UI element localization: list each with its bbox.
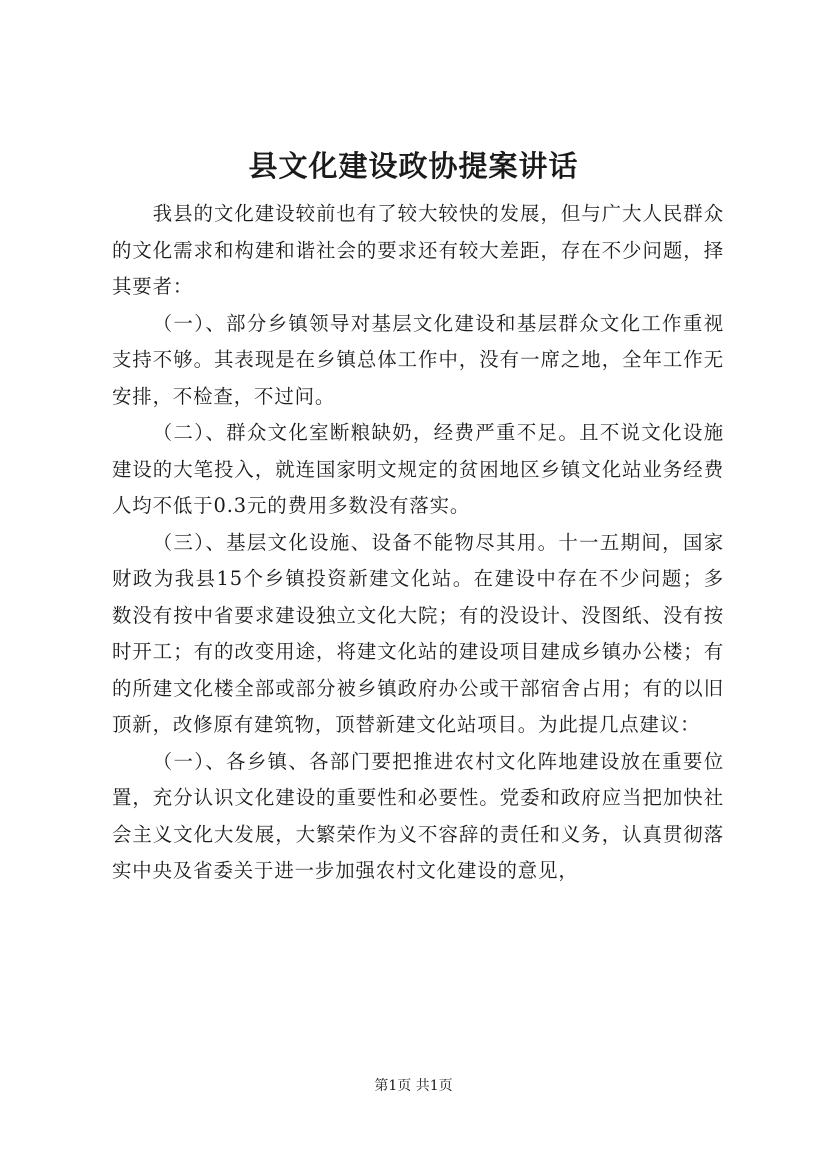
paragraph: 我县的文化建设较前也有了较大较快的发展，但与广大人民群众的文化需求和构建和谐社会的要求还有较大差距，存在不少问题，择其要者： <box>112 202 724 298</box>
paragraph: （三）、基层文化设施、设备不能物尽其用。十一五期间，国家财政为我县15个乡镇投资新建文化站。在建设中存在不少问题；多数没有按中省要求建设独立文化大院；有的没设计、没图纸、没有按时开工；有的改变用途，将建文化站的建设项目建成乡镇办公楼；有的所建文化楼全部或部分被乡镇政府办公或干部宿舍占用；有的以旧顶新，改修原有建筑物，顶替新建文化站项目。为此提几点建议： <box>112 530 724 736</box>
document-title: 县文化建设政协提案讲话 <box>248 149 579 183</box>
paragraph: （二）、群众文化室断粮缺奶，经费严重不足。且不说文化设施建设的大笔投入，就连国家明文规定的贫困地区乡镇文化站业务经费人均不低于0.3元的费用多数没有落实。 <box>112 421 724 517</box>
document-body <box>112 196 724 890</box>
paragraph: （一）、各乡镇、各部门要把推进农村文化阵地建设放在重要位置，充分认识文化建设的重要性和必要性。党委和政府应当把加快社会主义文化大发展，大繁荣作为义不容辞的责任和义务，认真贯彻落实中央及省委关于进一步加强农村文化建设的意见， <box>112 749 724 882</box>
page-footer: 第1页 共1页 <box>374 1078 453 1094</box>
paragraph: （一）、部分乡镇领导对基层文化建设和基层群众文化工作重视支持不够。其表现是在乡镇总体工作中，没有一席之地，全年工作无安排，不检查，不过问。 <box>112 311 724 408</box>
